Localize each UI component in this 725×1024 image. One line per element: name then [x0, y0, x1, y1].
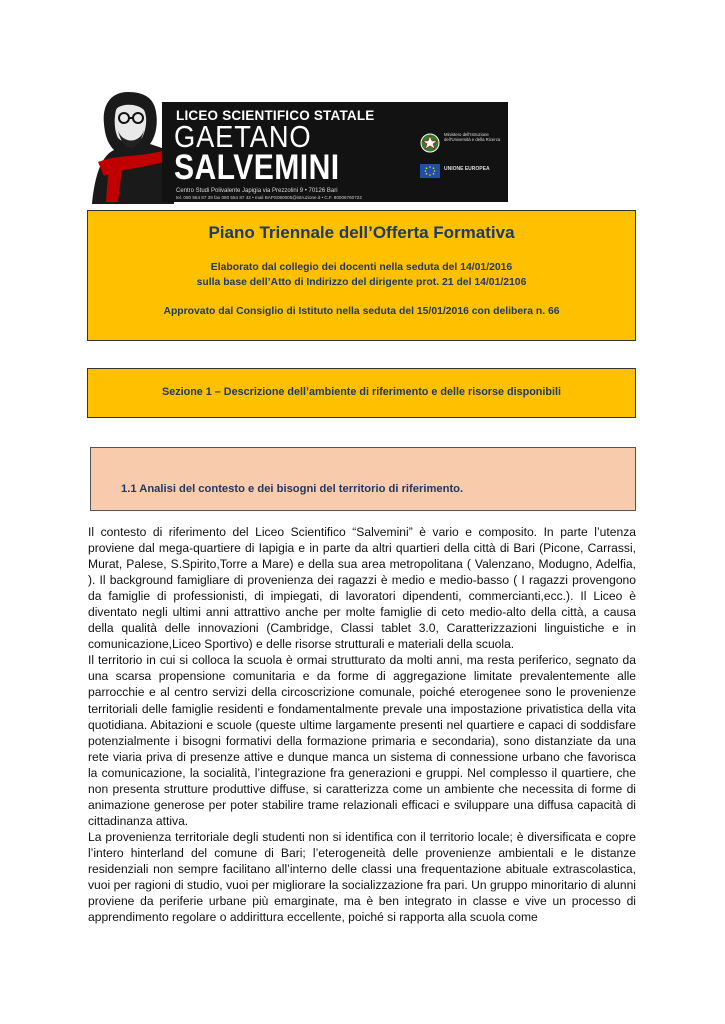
- school-name-first: GAETANO: [174, 119, 312, 154]
- italian-republic-emblem-icon: [420, 132, 440, 154]
- paragraph: La provenienza territoriale degli studenti non si identifica con il territorio locale; è diversificata e copre l’intero hinterland del comune di Bari; l’eterogeneità delle provenienze ambientali e le distanze residenziali non sempre facilitano all’interno delle classi una frequentazione abituale extrascolastica, vuoi per ragioni di studio, vuoi per migliorare la socializzazione fra pari. Un gruppo minoritario di alunni proviene da periferie urbane più emarginate, ma è ben integrato in classe e vive un processo di apprendimento regolare o addirittura eccellente, poiché si rapporta alla scuola come: [88, 829, 636, 925]
- subsection-heading-box: [90, 447, 636, 511]
- school-header-banner: [88, 84, 508, 204]
- body-text: [88, 524, 636, 925]
- directive-note: sulla base dell’Atto di Indirizzo del dirigente prot. 21 del 14/01/2106: [196, 277, 527, 288]
- eu-flag-icon: [420, 164, 440, 178]
- section-heading-box: [87, 368, 636, 418]
- school-address: Centro Studi Polivalente Japigia via Prezzolini 9 • 70126 Bari: [176, 188, 338, 194]
- institutional-logos: [416, 128, 506, 188]
- school-contacts: tel. 080 554 87 39 fax 080 554 87 42 • mail BAPS080005@istruzione.it • C.F. 80006760722: [176, 195, 362, 200]
- elaboration-note: Elaborato dal collegio dei docenti nella seduta del 14/01/2016: [210, 262, 513, 273]
- eu-label: UNIONE EUROPEA: [444, 166, 490, 172]
- ministry-label: Ministero dell'Istruzione dell'Università e della Ricerca: [444, 132, 501, 142]
- school-name-last: SALVEMINI: [174, 148, 340, 187]
- approval-note: Approvato dal Consiglio di Istituto nella seduta del 15/01/2016 con delibera n. 66: [163, 306, 560, 317]
- section-title: Sezione 1 – Descrizione dell’ambiente di riferimento e delle risorse disponibili: [162, 386, 561, 398]
- document-title: Piano Triennale dell’Offerta Formativa: [208, 223, 515, 242]
- paragraph: Il contesto di riferimento del Liceo Scientifico “Salvemini” è vario e composito. In parte l’utenza proviene dal mega-quartiere di Iapigia e in parte da altri quartieri della città di Bari (Picone, Carrassi, Murat, Palese, S.Spirito,Torre a Mare) e della sua area metropolitana ( Valenzano, Modugno, Adelfia, ). Il background famigliare di provenienza dei ragazzi è medio e medio-basso ( I ragazzi provengono da famiglie di professionisti, di impiegati, di lavoratori dipendenti, commercianti,ecc.). Il Liceo è diventato negli ultimi anni attrattivo anche per molte famiglie di ceto medio-alto della città, a causa della qualità delle innovazioni (Cambridge, Classi tablet 3.0, Caratterizzazioni linguistiche e in comunicazione,Liceo Sportivo) e delle risorse strutturali e materiali della scuola.: [88, 525, 636, 652]
- school-type-label: LICEO SCIENTIFICO STATALE: [176, 108, 375, 123]
- paragraph: Il territorio in cui si colloca la scuola è ormai strutturato da molti anni, ma resta periferico, segnato da una scarsa propensione comunitaria e da forme di aggregazione limitate prevalentemente alle parrocchie e al centro servizi della circoscrizione comunale, poiché eterogenee sono le provenienze territoriali delle famiglie residenti e fondamentalmente prevale una impostazione privatistica della vita quotidiana. Abitazioni e scuole (queste ultime largamente presenti nel quartiere e capaci di soddisfare potenzialmente i bisogni formativi della formazione primaria e secondaria), sono distanziate da una rete viaria priva di presenze attive e dunque manca un sistema di connessione urbano che favorisca la comunicazione, la socialità, l’integrazione fra generazioni e gruppi. Nel complesso il quartiere, che non presenta strutture produttive diffuse, si caratterizza come un ambiente che necessita di forme di animazione generose per poter stabilire trame relazionali efficaci e sviluppare una diffusa capacità di cittadinanza attiva.: [88, 653, 636, 828]
- subsection-title: 1.1 Analisi del contesto e dei bisogni del territorio di riferimento.: [121, 483, 464, 495]
- ptof-title-box: [87, 210, 636, 341]
